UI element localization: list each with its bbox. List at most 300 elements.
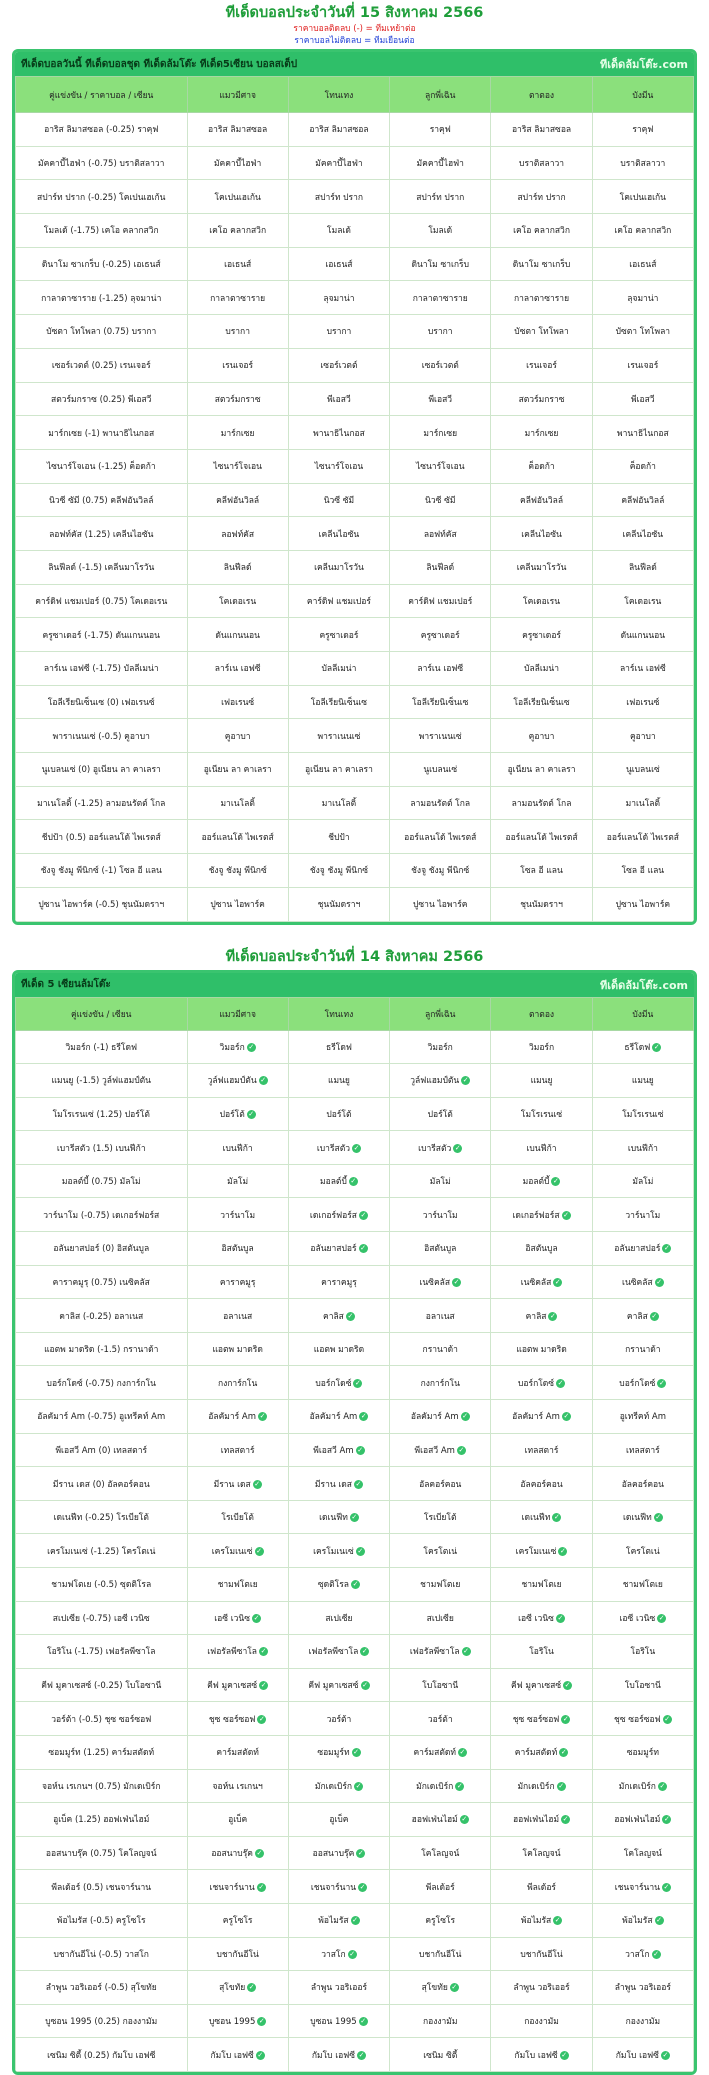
table-row: [16, 1332, 694, 1366]
pick-cell: [592, 1366, 693, 1400]
pick-text: ออร์แลนโด้ ไพเรตส์: [201, 832, 274, 843]
pick-text: เนซิคลัส: [622, 1277, 653, 1288]
match-cell: [16, 1635, 188, 1669]
pick-text: คาลิส: [525, 1311, 547, 1322]
pick-cell: [592, 180, 693, 214]
pick-cell: [491, 1870, 592, 1904]
pick-text: ฮอฟเฟ่นไฮม์: [411, 1815, 458, 1826]
pick-text: ชามฟโตเย: [217, 1580, 258, 1591]
pick-cell: [187, 887, 288, 921]
check-icon: ✓: [656, 1916, 662, 1925]
pick-cell: [288, 1803, 389, 1837]
match-cell: [16, 348, 188, 382]
match-text: บอร์กโดซ์ (-0.75) กงการ์กโน: [46, 1378, 156, 1389]
pick-cell: [390, 887, 491, 921]
check-icon: ✓: [260, 1647, 267, 1656]
pick-text: แมนยู: [530, 1076, 553, 1087]
pick-cell: [187, 1903, 288, 1937]
pick-text: มีราน เดส: [314, 1479, 352, 1490]
column-header-tipster: แมวมีศาจ: [187, 997, 288, 1030]
pick-cell: [491, 382, 592, 416]
match-text: บชากันอีโน่ (-0.5) วาสโก: [53, 1949, 149, 1960]
pick-text: โรเบียโต้: [423, 1513, 457, 1524]
check-icon: ✓: [352, 1580, 359, 1589]
check-icon: ✓: [256, 1546, 262, 1555]
match-cell: [16, 1198, 188, 1232]
pick-cell: [390, 719, 491, 753]
pick-cell: [592, 753, 693, 787]
pick-cell: [187, 1064, 288, 1098]
pick-text: เคลีนไอซัน: [318, 529, 360, 540]
pick-cell: [187, 146, 288, 180]
pick-text: ลาร์เน เอฟซี: [417, 664, 464, 675]
pick-cell: [592, 1735, 693, 1769]
column-header-tipster: โทนเทง: [288, 77, 389, 113]
pick-text: เดเกอร์ฟอร์ส: [309, 1210, 357, 1221]
column-header-tipster: บังมีน: [592, 997, 693, 1030]
pick-cell: [491, 1702, 592, 1736]
match-cell: [16, 1836, 188, 1870]
pick-text: มาเนโลติ้: [321, 799, 357, 810]
pick-text: วิมอร์ก: [219, 1042, 245, 1053]
pick-text: นูเบลนเซ่: [423, 765, 458, 776]
pick-text: กัมโบ เอฟซี: [514, 2050, 558, 2061]
pick-text: โบโอซานี: [422, 1681, 459, 1692]
check-icon: ✓: [353, 1143, 360, 1152]
pick-cell: [390, 1870, 491, 1904]
pick-text: วาร์นาโม: [625, 1210, 661, 1221]
table-row: [16, 382, 694, 416]
match-text: โมโรเรนเซ่ (1.25) ปอร์โต้: [52, 1109, 150, 1120]
pick-text: อิสตันบูล: [221, 1244, 254, 1255]
match-text: แมนยู (-1.5) วูล์ฟแฮมป์ตัน: [51, 1076, 151, 1087]
match-cell: [16, 1500, 188, 1534]
pick-text: บัลลีเมน่า: [321, 664, 357, 675]
pick-text: อัลคอร์คอน: [520, 1479, 563, 1490]
pick-text: เอเธนส์: [224, 260, 252, 271]
table-row: [16, 1769, 694, 1803]
pick-cell: [288, 416, 389, 450]
pick-text: ปอร์โต้: [427, 1109, 453, 1120]
pick-cell: [592, 820, 693, 854]
check-icon: ✓: [355, 1479, 362, 1488]
match-cell: [16, 1299, 188, 1333]
pick-cell: [592, 1198, 693, 1232]
pick-cell: [288, 449, 389, 483]
match-cell: [16, 483, 188, 517]
pick-text: ปอร์โต้: [219, 1109, 245, 1120]
section2-title: ทีเด็ดบอลประจำวันที่ 14 สิงหาคม 2566: [225, 948, 484, 965]
pick-cell: [288, 382, 389, 416]
pick-cell: [288, 887, 389, 921]
pick-text: กงการ์กโน: [420, 1378, 460, 1389]
pick-text: อูเทรีคท์ Am: [619, 1412, 666, 1423]
pick-text: โคโลญจน์: [522, 1849, 561, 1860]
pick-cell: [491, 2004, 592, 2038]
pick-cell: [592, 1568, 693, 1602]
pick-cell: [592, 146, 693, 180]
pick-text: บอร์กโดซ์: [315, 1378, 352, 1389]
match-text: คาลิส (-0.25) อลาเนส: [59, 1311, 144, 1322]
pick-cell: [288, 281, 389, 315]
pick-text: พีลเด้อร์: [425, 1882, 455, 1893]
check-icon: ✓: [358, 2050, 365, 2059]
pick-cell: [390, 1467, 491, 1501]
pick-cell: [288, 214, 389, 248]
pick-cell: [491, 584, 592, 618]
pick-text: ลอฟท์คัส: [221, 529, 255, 540]
pick-cell: [390, 1265, 491, 1299]
pick-text: พีเอสวี Am: [414, 1445, 455, 1456]
pick-cell: [390, 1400, 491, 1434]
match-text: มีราน เดส (0) อัลคอร์คอน: [52, 1479, 150, 1490]
pick-cell: [288, 1668, 389, 1702]
pick-text: เบารีสตัว: [316, 1143, 350, 1154]
table-row: [16, 1870, 694, 1904]
column-header-tipster: ตาตอง: [491, 77, 592, 113]
table-row: [16, 652, 694, 686]
table-row: [16, 247, 694, 281]
check-icon: ✓: [554, 1277, 561, 1286]
pick-cell: [592, 1971, 693, 2005]
table-row: [16, 786, 694, 820]
yesterday-tips-header: [15, 973, 694, 997]
pick-text: กัมโบ เอฟซี: [210, 2050, 254, 2061]
pick-cell: [288, 1299, 389, 1333]
pick-text: ปูซาน ไอพาร์ค: [615, 900, 671, 911]
check-icon: ✓: [550, 1311, 556, 1320]
pick-text: กรานาด้า: [422, 1345, 458, 1356]
legend-minus-odds: ราคาบอลติดลบ (-) = ทีมเหย้าต่อ: [293, 24, 416, 34]
check-icon: ✓: [559, 1546, 566, 1555]
pick-cell: [187, 1635, 288, 1669]
table-row: [16, 416, 694, 450]
pick-text: วอร์ต้า: [326, 1714, 352, 1725]
check-icon: ✓: [353, 1748, 359, 1757]
pick-text: มักเดเบิร์ก: [416, 1781, 454, 1792]
pick-text: บราติสลาวา: [620, 159, 666, 170]
match-cell: [16, 1668, 188, 1702]
match-text: มอลต์บี้ (0.75) มัลโม่: [61, 1177, 141, 1188]
pick-text: อูเบ็ค: [228, 1815, 248, 1826]
check-icon: ✓: [260, 1681, 267, 1690]
pick-text: บรากา: [225, 327, 250, 338]
pick-text: ลำพูน วอริเออร์: [310, 1983, 368, 1994]
pick-text: โคโลญจน์: [421, 1849, 460, 1860]
match-text: เซอร์เวตต์ (0.25) เรนเจอร์: [51, 361, 151, 372]
match-text: โมลเด้ (-1.75) เคโอ คลากสวิก: [43, 226, 159, 237]
pick-cell: [592, 449, 693, 483]
match-cell: [16, 652, 188, 686]
pick-text: มอลต์บี้: [320, 1177, 347, 1188]
pick-text: เบนฟีก้า: [526, 1143, 557, 1154]
match-text: เบารีสตัว (1.5) เบนฟีก้า: [56, 1143, 146, 1154]
match-text: สตวร์มกราซ (0.25) พีเอสวี: [51, 394, 152, 405]
pick-cell: [187, 1332, 288, 1366]
match-cell: [16, 584, 188, 618]
check-icon: ✓: [259, 1412, 266, 1421]
match-cell: [16, 1164, 188, 1198]
pick-text: กองงามัม: [625, 2017, 661, 2028]
pick-cell: [187, 1568, 288, 1602]
match-cell: [16, 146, 188, 180]
pick-text: แมนยู: [631, 1076, 654, 1087]
match-cell: [16, 550, 188, 584]
pick-cell: [288, 1332, 389, 1366]
match-text: คีฟ มูคาเซสซ์ (-0.25) โบโอซานี: [41, 1681, 162, 1692]
match-text: ลอฟท์คัส (1.25) เคลีนไอซัน: [49, 529, 154, 540]
pick-cell: [187, 416, 288, 450]
check-icon: ✓: [656, 1277, 663, 1286]
pick-cell: [390, 1164, 491, 1198]
match-text: เดเนฟีท (-0.25) โรเบียโต้: [53, 1513, 149, 1524]
pick-text: ลินฟีลด์: [628, 563, 657, 574]
pick-cell: [187, 618, 288, 652]
pick-cell: [288, 1735, 389, 1769]
check-icon: ✓: [357, 1546, 364, 1555]
pick-text: อลาเนส: [425, 1311, 455, 1322]
pick-cell: [592, 1836, 693, 1870]
pick-cell: [491, 1903, 592, 1937]
pick-cell: [390, 1735, 491, 1769]
pick-cell: [491, 854, 592, 888]
match-text: พีลเด้อร์ (0.5) เชนจาร์นาน: [51, 1882, 152, 1893]
table-row: [16, 584, 694, 618]
match-text: ไซนาร์โจเอน (-1.25) ค็อดก้า: [46, 462, 156, 473]
pick-text: คาลิส: [626, 1311, 648, 1322]
table-row: [16, 1265, 694, 1299]
table-row: [16, 753, 694, 787]
pick-cell: [288, 2038, 389, 2072]
pick-text: มัลโม่: [429, 1177, 451, 1188]
pick-cell: [491, 1534, 592, 1568]
pick-text: เฟอรัลพีซาโล: [409, 1647, 460, 1658]
pick-text: เบนฟีก้า: [627, 1143, 658, 1154]
pick-text: คูอาบา: [224, 731, 251, 742]
pick-text: วิมอร์ก: [427, 1042, 453, 1053]
pick-text: ครูซาเดอร์: [420, 630, 460, 641]
pick-cell: [491, 1500, 592, 1534]
pick-text: กัมโบ เอฟซี: [311, 2050, 356, 2061]
match-cell: [16, 1366, 188, 1400]
pick-cell: [491, 146, 592, 180]
pick-cell: [288, 1601, 389, 1635]
pick-cell: [288, 1232, 389, 1266]
pick-text: วาสโก: [321, 1949, 346, 1960]
table-row: [16, 2004, 694, 2038]
pick-cell: [592, 685, 693, 719]
match-cell: [16, 416, 188, 450]
match-text: เซนิม ซิตี้ (0.25) กัมโบ เอฟซี: [47, 2050, 156, 2061]
table-row: [16, 1064, 694, 1098]
check-icon: ✓: [663, 1815, 670, 1824]
pick-cell: [288, 1366, 389, 1400]
pick-cell: [592, 416, 693, 450]
match-text: กาลาตาซาราย (-1.25) ลุจมาน่า: [41, 293, 162, 304]
pick-text: เบนฟีก้า: [222, 1143, 253, 1154]
table-row: [16, 1668, 694, 1702]
pick-text: มาร์กเซย: [423, 428, 458, 439]
pick-cell: [390, 2038, 491, 2072]
match-text: อูเบ็ค (1.25) ฮอฟเฟ่นไฮม์: [53, 1815, 150, 1826]
pick-cell: [288, 348, 389, 382]
pick-cell: [390, 348, 491, 382]
check-icon: ✓: [664, 1714, 671, 1723]
pick-text: อัลคัมาร์ Am: [410, 1412, 459, 1423]
pick-cell: [288, 719, 389, 753]
check-icon: ✓: [658, 1613, 665, 1622]
check-icon: ✓: [658, 1378, 665, 1387]
pick-text: ดันแกนนอน: [215, 630, 260, 641]
pick-text: อัลคัมาร์ Am: [512, 1412, 560, 1423]
pick-text: พีเอสวี: [631, 394, 655, 405]
match-cell: [16, 1568, 188, 1602]
pick-cell: [187, 1870, 288, 1904]
pick-text: สุโขทัย: [421, 1983, 448, 1994]
pick-cell: [491, 247, 592, 281]
match-cell: [16, 517, 188, 551]
pick-cell: [592, 1803, 693, 1837]
check-icon: ✓: [651, 1311, 658, 1320]
pick-cell: [288, 1164, 389, 1198]
pick-cell: [491, 1265, 592, 1299]
check-icon: ✓: [248, 1042, 255, 1051]
pick-text: บชากันอีโน่: [216, 1949, 259, 1960]
pick-text: อลันยาสปอร์: [614, 1244, 661, 1255]
pick-text: ชังจู ชังมู พีนิกซ์: [309, 866, 369, 877]
pick-cell: [491, 1937, 592, 1971]
check-icon: ✓: [659, 1781, 666, 1790]
pick-text: ลินฟีลด์: [223, 563, 252, 574]
pick-cell: [390, 449, 491, 483]
match-text: มาเนโลติ้ (-1.25) ลามอนรัตต์ โกล: [37, 799, 166, 810]
pick-cell: [187, 1971, 288, 2005]
pick-text: คลีฟอันวิลล์: [621, 495, 665, 506]
check-icon: ✓: [557, 1378, 564, 1387]
pick-cell: [390, 1702, 491, 1736]
pick-cell: [491, 820, 592, 854]
pick-cell: [390, 1668, 491, 1702]
pick-cell: [288, 247, 389, 281]
pick-cell: [491, 214, 592, 248]
match-text: คาราคมูรุ (0.75) เนซิคลัส: [52, 1277, 150, 1288]
pick-cell: [592, 786, 693, 820]
match-cell: [16, 1097, 188, 1131]
pick-cell: [390, 1534, 491, 1568]
pick-text: ลินฟีลด์: [426, 563, 455, 574]
brand-watermark: ทีเด็ดล้มโต๊ะ.com: [600, 58, 688, 71]
pick-text: เชนจาร์นาน: [614, 1882, 660, 1893]
pick-text: คูอาบา: [629, 731, 656, 742]
pick-text: กัมโบ เอฟซี: [615, 2050, 659, 2061]
yesterday-tips-card: [12, 970, 697, 2075]
check-icon: ✓: [254, 1479, 261, 1488]
pick-cell: [390, 550, 491, 584]
pick-cell: [187, 1400, 288, 1434]
pick-cell: [592, 550, 693, 584]
pick-cell: [592, 2004, 693, 2038]
pick-cell: [491, 1097, 592, 1131]
pick-cell: [390, 1064, 491, 1098]
pick-cell: [592, 483, 693, 517]
pick-cell: [491, 1735, 592, 1769]
pick-text: อูเบ็ค: [329, 1815, 349, 1826]
check-icon: ✓: [256, 1849, 263, 1858]
pick-cell: [491, 1164, 592, 1198]
match-cell: [16, 1534, 188, 1568]
match-cell: [16, 1803, 188, 1837]
pick-text: อิสตันบูล: [525, 1244, 558, 1255]
pick-cell: [592, 1769, 693, 1803]
pick-cell: [390, 1332, 491, 1366]
pick-text: ไซนาร์โจเอน: [213, 462, 262, 473]
pick-text: บรากา: [326, 327, 352, 338]
table-row: [16, 1030, 694, 1064]
pick-text: ค็อดก้า: [629, 462, 656, 473]
check-icon: ✓: [655, 1513, 662, 1522]
pick-text: ออสนาบรุ๊ค: [312, 1849, 355, 1860]
pick-cell: [390, 2004, 491, 2038]
pick-text: พ้อไมรัส: [318, 1916, 349, 1927]
pick-cell: [288, 550, 389, 584]
pick-text: เคลีนไอซัน: [622, 529, 664, 540]
pick-cell: [187, 517, 288, 551]
pick-cell: [592, 584, 693, 618]
pick-cell: [187, 214, 288, 248]
pick-text: ลุจมาน่า: [323, 293, 355, 304]
pick-text: เอซี เวนิซ: [214, 1613, 251, 1624]
pick-cell: [390, 214, 491, 248]
pick-text: คาร์มสตัดท์: [216, 1748, 259, 1759]
column-header-tipster: ตาตอง: [491, 997, 592, 1030]
pick-text: ชุซ ซอร์ซอฟ: [512, 1714, 560, 1725]
pick-text: เทลสตาร์: [220, 1445, 255, 1456]
pick-cell: [288, 1534, 389, 1568]
pick-text: ธรีโดฟ: [624, 1042, 651, 1053]
column-header-tipster: แมวมีศาจ: [187, 77, 288, 113]
match-text: คาร์ดิฟ แชมเปอร์ (0.75) โคเดอเรน: [35, 596, 168, 607]
pick-cell: [390, 315, 491, 349]
pick-text: เครโมเนเซ่: [313, 1546, 354, 1557]
pick-text: คูอาบา: [528, 731, 555, 742]
pick-cell: [390, 1198, 491, 1232]
pick-cell: [187, 1702, 288, 1736]
pick-cell: [390, 247, 491, 281]
check-icon: ✓: [257, 2050, 264, 2059]
pick-cell: [390, 1568, 491, 1602]
pick-text: ราคุฟ: [632, 125, 654, 136]
match-text: อัลคัมาร์ Am (-0.75) อูเทรีคท์ Am: [37, 1412, 166, 1423]
pick-cell: [187, 449, 288, 483]
check-icon: ✓: [562, 1815, 569, 1824]
pick-cell: [288, 1836, 389, 1870]
check-icon: ✓: [653, 1949, 659, 1958]
match-cell: [16, 887, 188, 921]
pick-text: โอลีเรียนิเซ็นเซ: [310, 698, 368, 709]
pick-cell: [491, 887, 592, 921]
match-cell: [16, 786, 188, 820]
check-icon: ✓: [350, 1177, 357, 1186]
check-icon: ✓: [461, 1815, 468, 1824]
pick-cell: [187, 1836, 288, 1870]
pick-cell: [187, 786, 288, 820]
pick-text: โซล อี แลน: [520, 866, 563, 877]
pick-cell: [491, 1198, 592, 1232]
pick-text: เนซิคลัส: [520, 1277, 552, 1288]
match-text: อาริส ลิมาสซอล (-0.25) ราคุฟ: [44, 125, 159, 136]
match-text: มัคคาบี้ไฮฟ่า (-0.75) บราติสลาวา: [38, 159, 165, 170]
pick-text: เฟอรัลพีซาโล: [207, 1647, 258, 1658]
